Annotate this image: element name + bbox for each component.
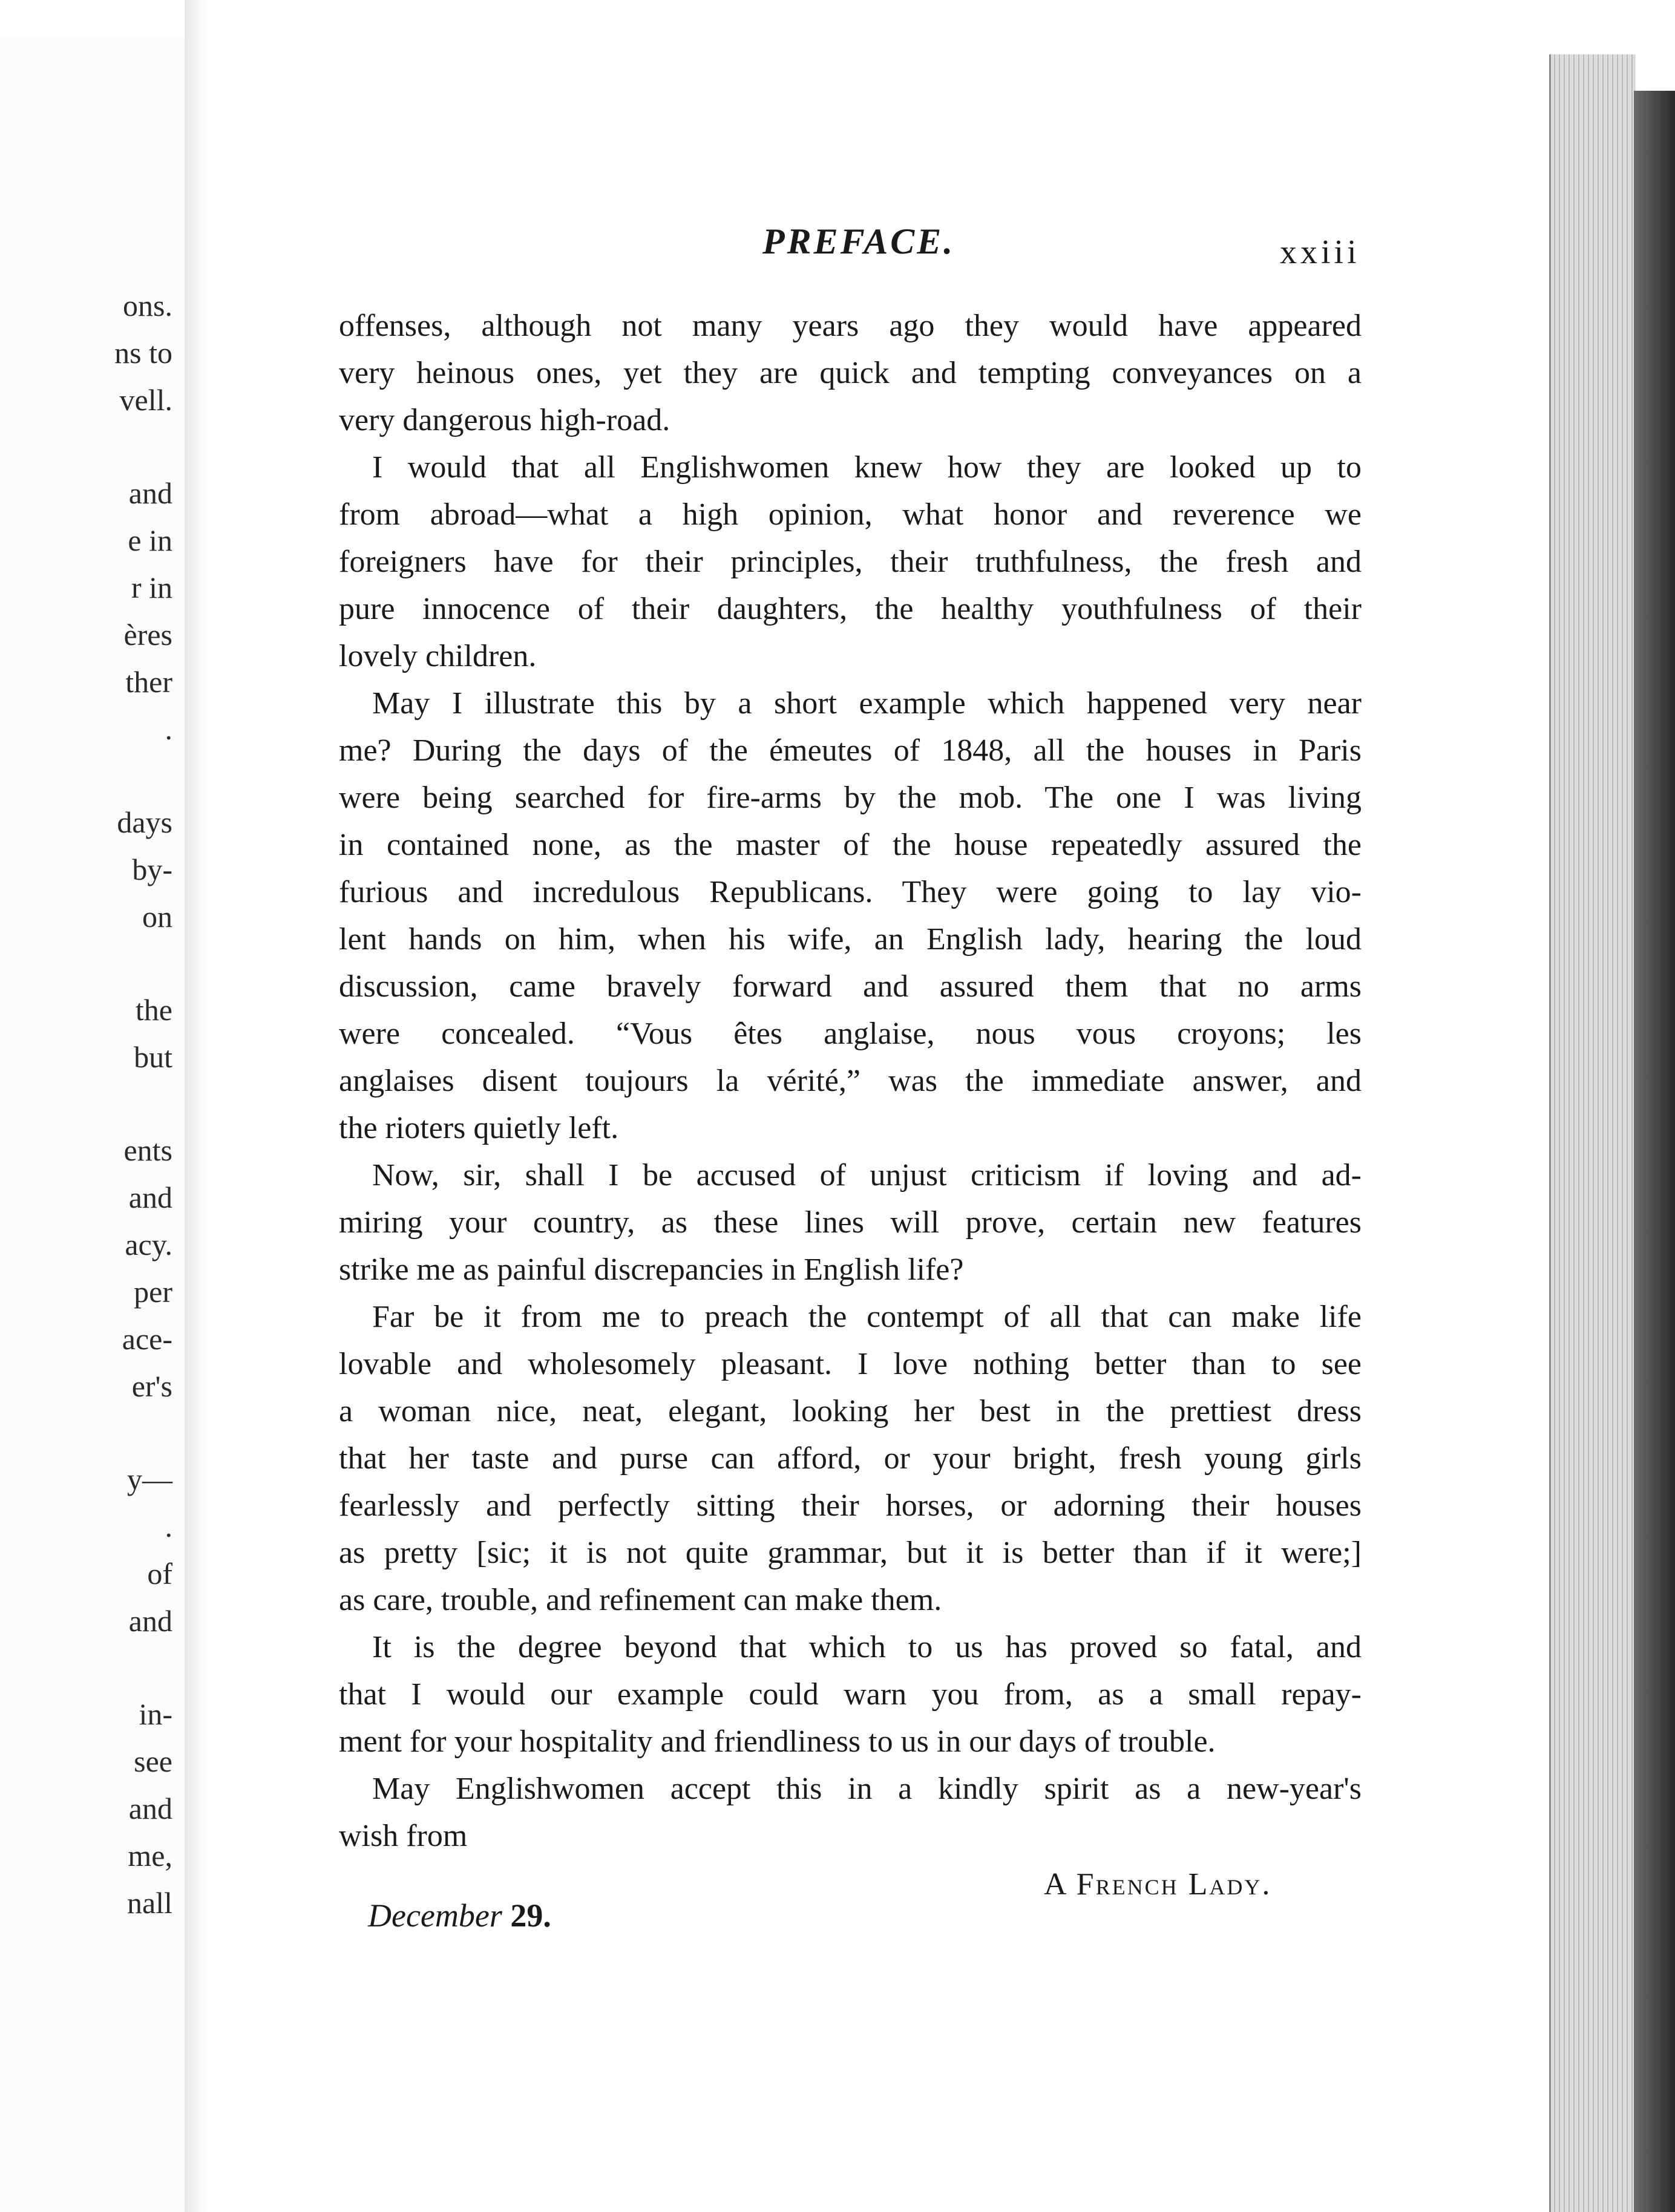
text-line: May Englishwomen accept this in a kindly spirit as a new-year's [372, 1772, 1362, 1806]
left-page-fragment: of [147, 1557, 172, 1591]
left-page-fragment: y— [127, 1462, 172, 1496]
signature: A French Lady. [1044, 1867, 1272, 1902]
left-page-fragment: ace- [122, 1322, 172, 1356]
text-line: furious and incredulous Republicans. They were going to lay vio- [339, 875, 1362, 909]
left-page-fragment: ns to [114, 336, 172, 370]
left-page-fragment: and [128, 476, 172, 510]
paragraph [339, 444, 1362, 680]
page-number: xxiii [1280, 234, 1360, 271]
text-line: from abroad—what a high opinion, what honor and reverence we [339, 497, 1362, 532]
left-page-fragment: e in [128, 523, 172, 557]
left-page-fragment: er's [131, 1369, 172, 1403]
left-page-fragment: ents [123, 1133, 172, 1167]
left-page-fragment: per [134, 1275, 172, 1309]
text-line: offenses, although not many years ago they would have appeared [339, 309, 1362, 343]
text-line: lovable and wholesomely pleasant. I love nothing better than to see [339, 1347, 1362, 1381]
left-page-fragment: nall [127, 1886, 172, 1920]
text-line: a woman nice, neat, elegant, looking her best in the prettiest dress [339, 1394, 1362, 1428]
left-page-fragment: in- [139, 1697, 172, 1731]
text-line: were concealed. “Vous êtes anglaise, nous vous croyons; les [339, 1016, 1362, 1051]
page-edges [1549, 54, 1636, 2212]
text-line: Far be it from me to preach the contempt of all that can make life [372, 1300, 1362, 1334]
text-line: wish from [339, 1819, 468, 1853]
text-line: foreigners have for their principles, their truthfulness, the fresh and [339, 545, 1362, 579]
book-gutter [185, 0, 209, 2212]
text-line: as care, trouble, and refinement can make them. [339, 1583, 942, 1617]
text-line: I would that all Englishwomen knew how they are looked up to [372, 450, 1362, 485]
left-page-fragment: ther [125, 665, 172, 699]
date-day: 29. [510, 1897, 551, 1934]
text-line: fearlessly and perfectly sitting their horses, or adorning their houses [339, 1488, 1362, 1523]
text-line: very dangerous high-road. [339, 403, 670, 437]
text-line: lovely children. [339, 639, 537, 673]
text-line: were being searched for fire-arms by the mob. The one I was living [339, 780, 1362, 815]
left-page-fragment: days [117, 805, 172, 839]
paragraph [339, 303, 1362, 444]
date-month: December [368, 1897, 502, 1934]
left-page-fragment: r in [131, 571, 172, 604]
left-page-fragment: by- [132, 852, 172, 886]
left-page-fragment: . [165, 712, 172, 746]
paragraph [339, 680, 1362, 1152]
left-page-fragment: on [142, 900, 172, 934]
paragraph [339, 1624, 1362, 1765]
left-page-fragment: but [134, 1040, 172, 1074]
text-line: pure innocence of their daughters, the healthy youthfulness of their [339, 592, 1362, 626]
text-line: ment for your hospitality and friendliness to us in our days of trouble. [339, 1724, 1216, 1759]
left-page-fragment: ons. [123, 289, 172, 322]
left-page-fragment: acy. [125, 1228, 172, 1261]
left-page-fragment: vell. [119, 383, 172, 417]
left-page-fragment: . [165, 1510, 172, 1543]
text-line: me? During the days of the émeutes of 1848, all the houses in Paris [339, 733, 1362, 768]
text-line: in contained none, as the master of the house repeatedly assured the [339, 828, 1362, 862]
text-line: that her taste and purse can afford, or your bright, fresh young girls [339, 1441, 1362, 1476]
text-line: as pretty [sic; it is not quite grammar, but it is better than if it were;] [339, 1536, 1362, 1570]
book-edge-shadow [1634, 91, 1675, 2212]
preface-text [339, 303, 1362, 1860]
paragraph [339, 1152, 1362, 1294]
text-line: lent hands on him, when his wife, an English lady, hearing the loud [339, 922, 1362, 957]
text-line: very heinous ones, yet they are quick and tempting conveyances on a [339, 356, 1362, 390]
left-page-fragment: and [128, 1604, 172, 1638]
text-line: It is the degree beyond that which to us has proved so fatal, and [372, 1630, 1362, 1664]
text-line: May I illustrate this by a short example which happened very near [372, 686, 1362, 721]
text-line: that I would our example could warn you from, as a small repay- [339, 1677, 1362, 1712]
text-line: miring your country, as these lines will prove, certain new features [339, 1205, 1362, 1240]
left-page-fragment: and [128, 1180, 172, 1214]
paragraph [339, 1765, 1362, 1860]
date-line [368, 1897, 551, 1934]
running-head: PREFACE. [762, 221, 956, 261]
left-page-fragment: the [135, 993, 172, 1027]
text-line: the rioters quietly left. [339, 1111, 619, 1145]
text-line: discussion, came bravely forward and assured them that no arms [339, 969, 1362, 1004]
text-line: Now, sir, shall I be accused of unjust criticism if loving and ad- [372, 1158, 1362, 1193]
paragraph [339, 1294, 1362, 1624]
left-page-fragment: and [128, 1792, 172, 1825]
left-page-fragment: see [134, 1744, 172, 1778]
left-page [0, 36, 187, 2212]
text-line: anglaises disent toujours la vérité,” was the immediate answer, and [339, 1064, 1362, 1098]
text-line: strike me as painful discrepancies in English life? [339, 1252, 964, 1287]
left-page-fragment: ères [123, 618, 172, 652]
left-page-fragment: me, [128, 1839, 172, 1873]
